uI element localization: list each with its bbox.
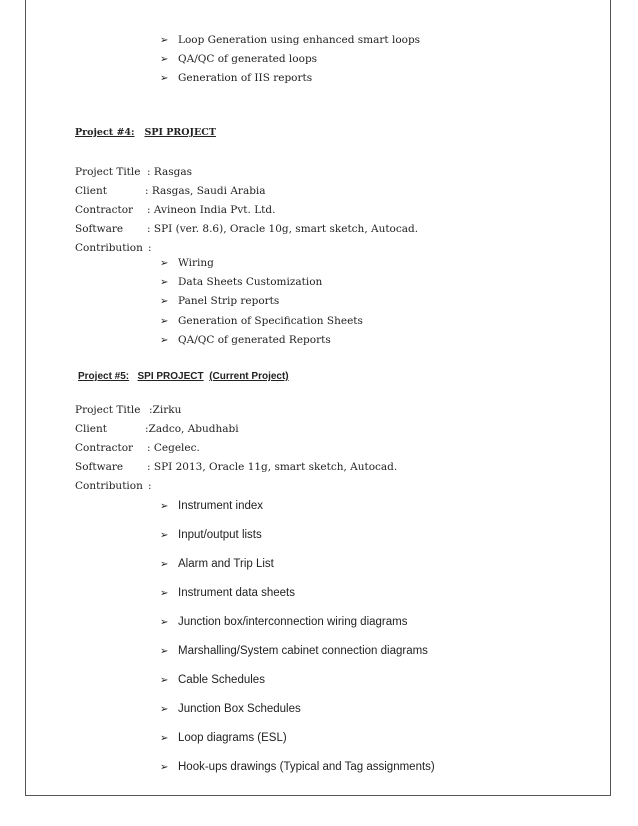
arrow-bullet-icon: ➢ [160,530,169,541]
list-item: ➢ Generation of Specification Sheets [160,315,363,327]
list-item: ➢ Instrument index [160,500,264,512]
arrow-bullet-icon: ➢ [160,675,169,686]
project-4-field-title: Project Title : Rasgas [75,166,193,178]
list-item: ➢ Instrument data sheets [160,587,295,599]
arrow-bullet-icon: ➢ [160,588,169,599]
arrow-bullet-icon: ➢ [160,335,169,346]
arrow-bullet-icon: ➢ [160,733,169,744]
arrow-bullet-icon: ➢ [160,646,169,657]
arrow-bullet-icon: ➢ [160,617,169,628]
list-item: ➢ Generation of IIS reports [160,72,313,84]
arrow-bullet-icon: ➢ [160,316,169,327]
project-5-field-client: Client :Zadco, Abudhabi [75,423,239,435]
arrow-bullet-icon: ➢ [160,559,169,570]
project-4-field-contribution: Contribution : [75,242,152,254]
list-item: ➢ Alarm and Trip List [160,558,274,570]
list-item: ➢ QA/QC of generated loops [160,53,318,65]
list-item: ➢ Data Sheets Customization [160,276,323,288]
project-5-field-contractor: Contractor : Cegelec. [75,442,200,454]
list-item: ➢ QA/QC of generated Reports [160,334,331,346]
project-4-field-contractor: Contractor : Avineon India Pvt. Ltd. [75,204,276,216]
arrow-bullet-icon: ➢ [160,762,169,773]
list-item: ➢ Marshalling/System cabinet connection diagrams [160,645,428,657]
list-item: ➢ Junction Box Schedules [160,703,301,715]
arrow-bullet-icon: ➢ [160,258,169,269]
list-item: ➢ Junction box/interconnection wiring diagrams [160,616,408,628]
project-4-heading: Project #4: SPI PROJECT [75,127,216,138]
arrow-bullet-icon: ➢ [160,296,169,307]
arrow-bullet-icon: ➢ [160,35,169,46]
arrow-bullet-icon: ➢ [160,73,169,84]
list-item: ➢ Hook-ups drawings (Typical and Tag assignments) [160,761,435,773]
arrow-bullet-icon: ➢ [160,277,169,288]
project-4-field-client: Client : Rasgas, Saudi Arabia [75,185,266,197]
list-item: ➢ Wiring [160,257,214,269]
arrow-bullet-icon: ➢ [160,501,169,512]
list-item: ➢ Cable Schedules [160,674,265,686]
project-5-field-software: Software : SPI 2013, Oracle 11g, smart sketch, Autocad. [75,461,398,473]
project-5-heading: Project #5: SPI PROJECT (Current Project) [78,371,289,382]
project-4-field-software: Software : SPI (ver. 8.6), Oracle 10g, smart sketch, Autocad. [75,223,419,235]
list-item: ➢ Panel Strip reports [160,295,280,307]
arrow-bullet-icon: ➢ [160,54,169,65]
list-item: ➢ Loop diagrams (ESL) [160,732,287,744]
project-5-field-title: Project Title :Zirku [75,404,182,416]
page-border [25,0,611,796]
arrow-bullet-icon: ➢ [160,704,169,715]
list-item: ➢ Input/output lists [160,529,262,541]
project-5-field-contribution: Contribution : [75,480,152,492]
list-item: ➢ Loop Generation using enhanced smart loops [160,34,421,46]
